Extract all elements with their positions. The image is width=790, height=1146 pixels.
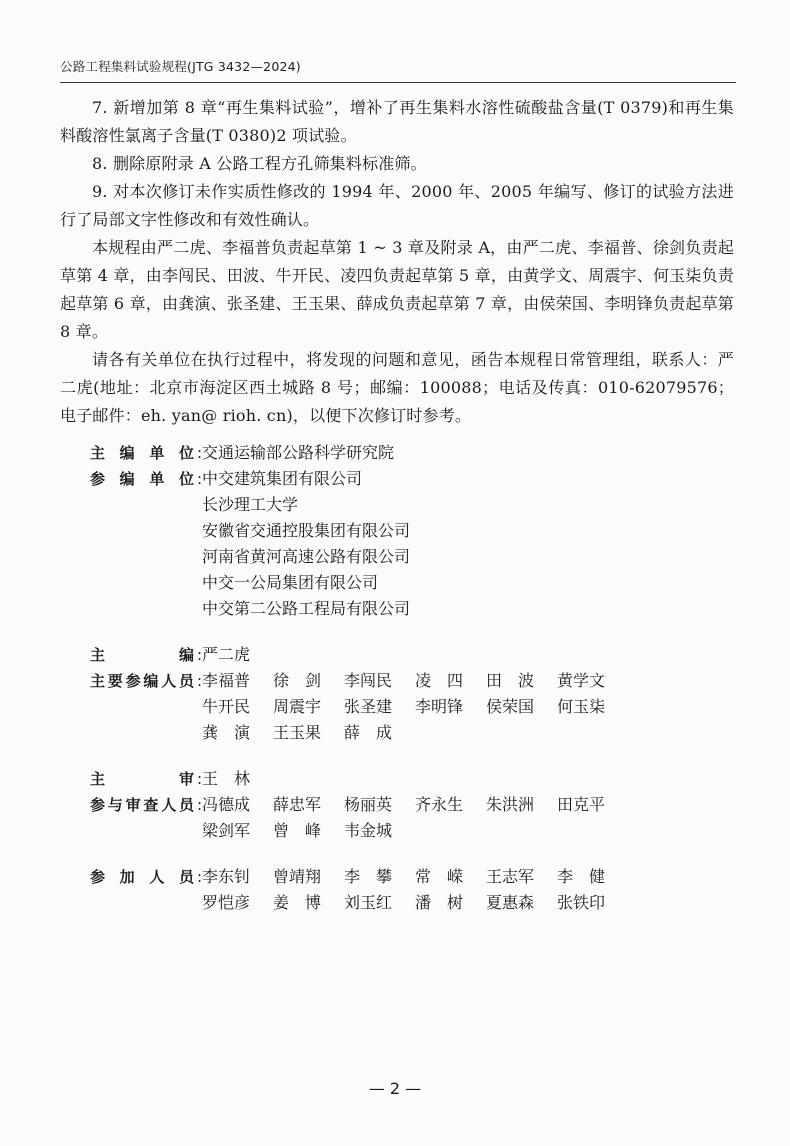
person-name: 薛忠军 [273, 795, 322, 814]
chief-editor-names [202, 642, 690, 668]
paragraph-item-8: 8. 删除原附录 A 公路工程方孔筛集料标准筛。 [92, 154, 427, 173]
person-name: 王 林 [202, 769, 251, 788]
page-number: — 2 — [368, 1079, 422, 1098]
review-participants-label: 参与审查人员 : [90, 796, 202, 814]
chief-editor-label: 主编 : [90, 646, 202, 664]
credits-group-units [90, 440, 690, 622]
person-name: 王玉果 [273, 723, 322, 742]
person-name: 黄学文 [557, 671, 606, 690]
person-name: 牛开民 [202, 697, 251, 716]
person-name: 朱洪洲 [486, 795, 535, 814]
paragraph-item-9: 9. 对本次修订未作实质性修改的 1994 年、2000 年、2005 年编写、修订的试验方法进行了局部文字性修改和有效性确认。 [60, 182, 734, 229]
person-name: 夏惠森 [486, 893, 535, 912]
chief-editor-unit-values [202, 440, 690, 466]
chief-editor-unit-row [90, 440, 690, 466]
chief-editor-row [90, 642, 690, 668]
main-participants-row [90, 668, 690, 746]
person-name: 李 健 [557, 867, 606, 886]
credits-group-editors [90, 642, 690, 746]
chief-editor-unit-label: 主编单位 : [90, 444, 202, 462]
org-name: 安徽省交通控股集团有限公司 [202, 521, 411, 540]
org-name: 中交建筑集团有限公司 [202, 469, 363, 488]
org-name: 河南省黄河高速公路有限公司 [202, 547, 411, 566]
person-name: 杨丽英 [344, 795, 393, 814]
person-name: 徐 剑 [273, 671, 322, 690]
header-rule [60, 82, 736, 83]
person-name: 李明锋 [415, 697, 464, 716]
person-name: 罗恺彦 [202, 893, 251, 912]
chief-reviewer-row [90, 766, 690, 792]
person-name: 凌 四 [415, 671, 464, 690]
person-name: 曾靖翔 [273, 867, 322, 886]
paragraph-drafting-responsibility: 本规程由严二虎、李福普负责起草第 1 ~ 3 章及附录 A，由严二虎、李福普、徐剑负责起草第 4 章，由李闯民、田波、牛开民、凌四负责起草第 5 章，由黄学文、周震宇、何玉柒负责起草第 6 章，由龚演、张圣建、王玉果、薛成负责起草第 7 章，由侯荣国、李明锋负责起草第 8 章。 [60, 238, 734, 341]
participants-row [90, 864, 690, 916]
person-name: 曾 峰 [273, 821, 322, 840]
credits-group-participants [90, 864, 690, 916]
participants-label: 参加人员 : [90, 868, 202, 886]
person-name: 常 嵘 [415, 867, 464, 886]
person-name: 侯荣国 [486, 697, 535, 716]
person-name: 潘 树 [415, 893, 464, 912]
org-name: 交通运输部公路科学研究院 [202, 443, 395, 462]
person-name: 张圣建 [344, 697, 393, 716]
person-name: 齐永生 [415, 795, 464, 814]
main-participants-label: 主要参编人员 : [90, 672, 202, 690]
participating-units-label: 参编单位 : [90, 470, 202, 488]
paragraph-contact-info: 请各有关单位在执行过程中，将发现的问题和意见，函告本规程日常管理组，联系人：严二虎(地址：北京市海淀区西土城路 8 号；邮编：100088；电话及传真：010-62079576；电子邮件：eh. yan@ rioh. cn)，以便下次修订时参考。 [60, 350, 734, 425]
person-name: 张铁印 [557, 893, 606, 912]
chief-reviewer-label: 主审 : [90, 770, 202, 788]
person-name: 韦金城 [344, 821, 393, 840]
credits-group-reviewers [90, 766, 690, 844]
person-name: 何玉柒 [557, 697, 606, 716]
person-name: 王志军 [486, 867, 535, 886]
participating-units-row [90, 466, 690, 622]
person-name: 薛 成 [344, 723, 393, 742]
participants-names [202, 864, 690, 916]
org-name: 长沙理工大学 [202, 495, 299, 514]
org-name: 中交第二公路工程局有限公司 [202, 599, 411, 618]
paragraph-item-7: 7. 新增加第 8 章“再生集料试验”，增补了再生集料水溶性硫酸盐含量(T 0379)和再生集料酸溶性氯离子含量(T 0380)2 项试验。 [60, 98, 734, 145]
person-name: 李 攀 [344, 867, 393, 886]
person-name: 龚 演 [202, 723, 251, 742]
org-name: 中交一公局集团有限公司 [202, 573, 379, 592]
main-participants-names [202, 668, 690, 746]
person-name: 冯德成 [202, 795, 251, 814]
person-name: 李闯民 [344, 671, 393, 690]
review-participants-row [90, 792, 690, 844]
person-name: 田克平 [557, 795, 606, 814]
person-name: 姜 博 [273, 893, 322, 912]
person-name: 严二虎 [202, 645, 251, 664]
credits-section [90, 440, 690, 936]
review-participants-names [202, 792, 690, 844]
running-header: 公路工程集料试验规程(JTG 3432—2024) [60, 59, 301, 74]
chief-reviewer-names [202, 766, 690, 792]
person-name: 田 波 [486, 671, 535, 690]
person-name: 李福普 [202, 671, 251, 690]
participating-units-values [202, 466, 690, 622]
person-name: 刘玉红 [344, 893, 393, 912]
person-name: 梁剑军 [202, 821, 251, 840]
person-name: 李东钊 [202, 867, 251, 886]
person-name: 周震宇 [273, 697, 322, 716]
